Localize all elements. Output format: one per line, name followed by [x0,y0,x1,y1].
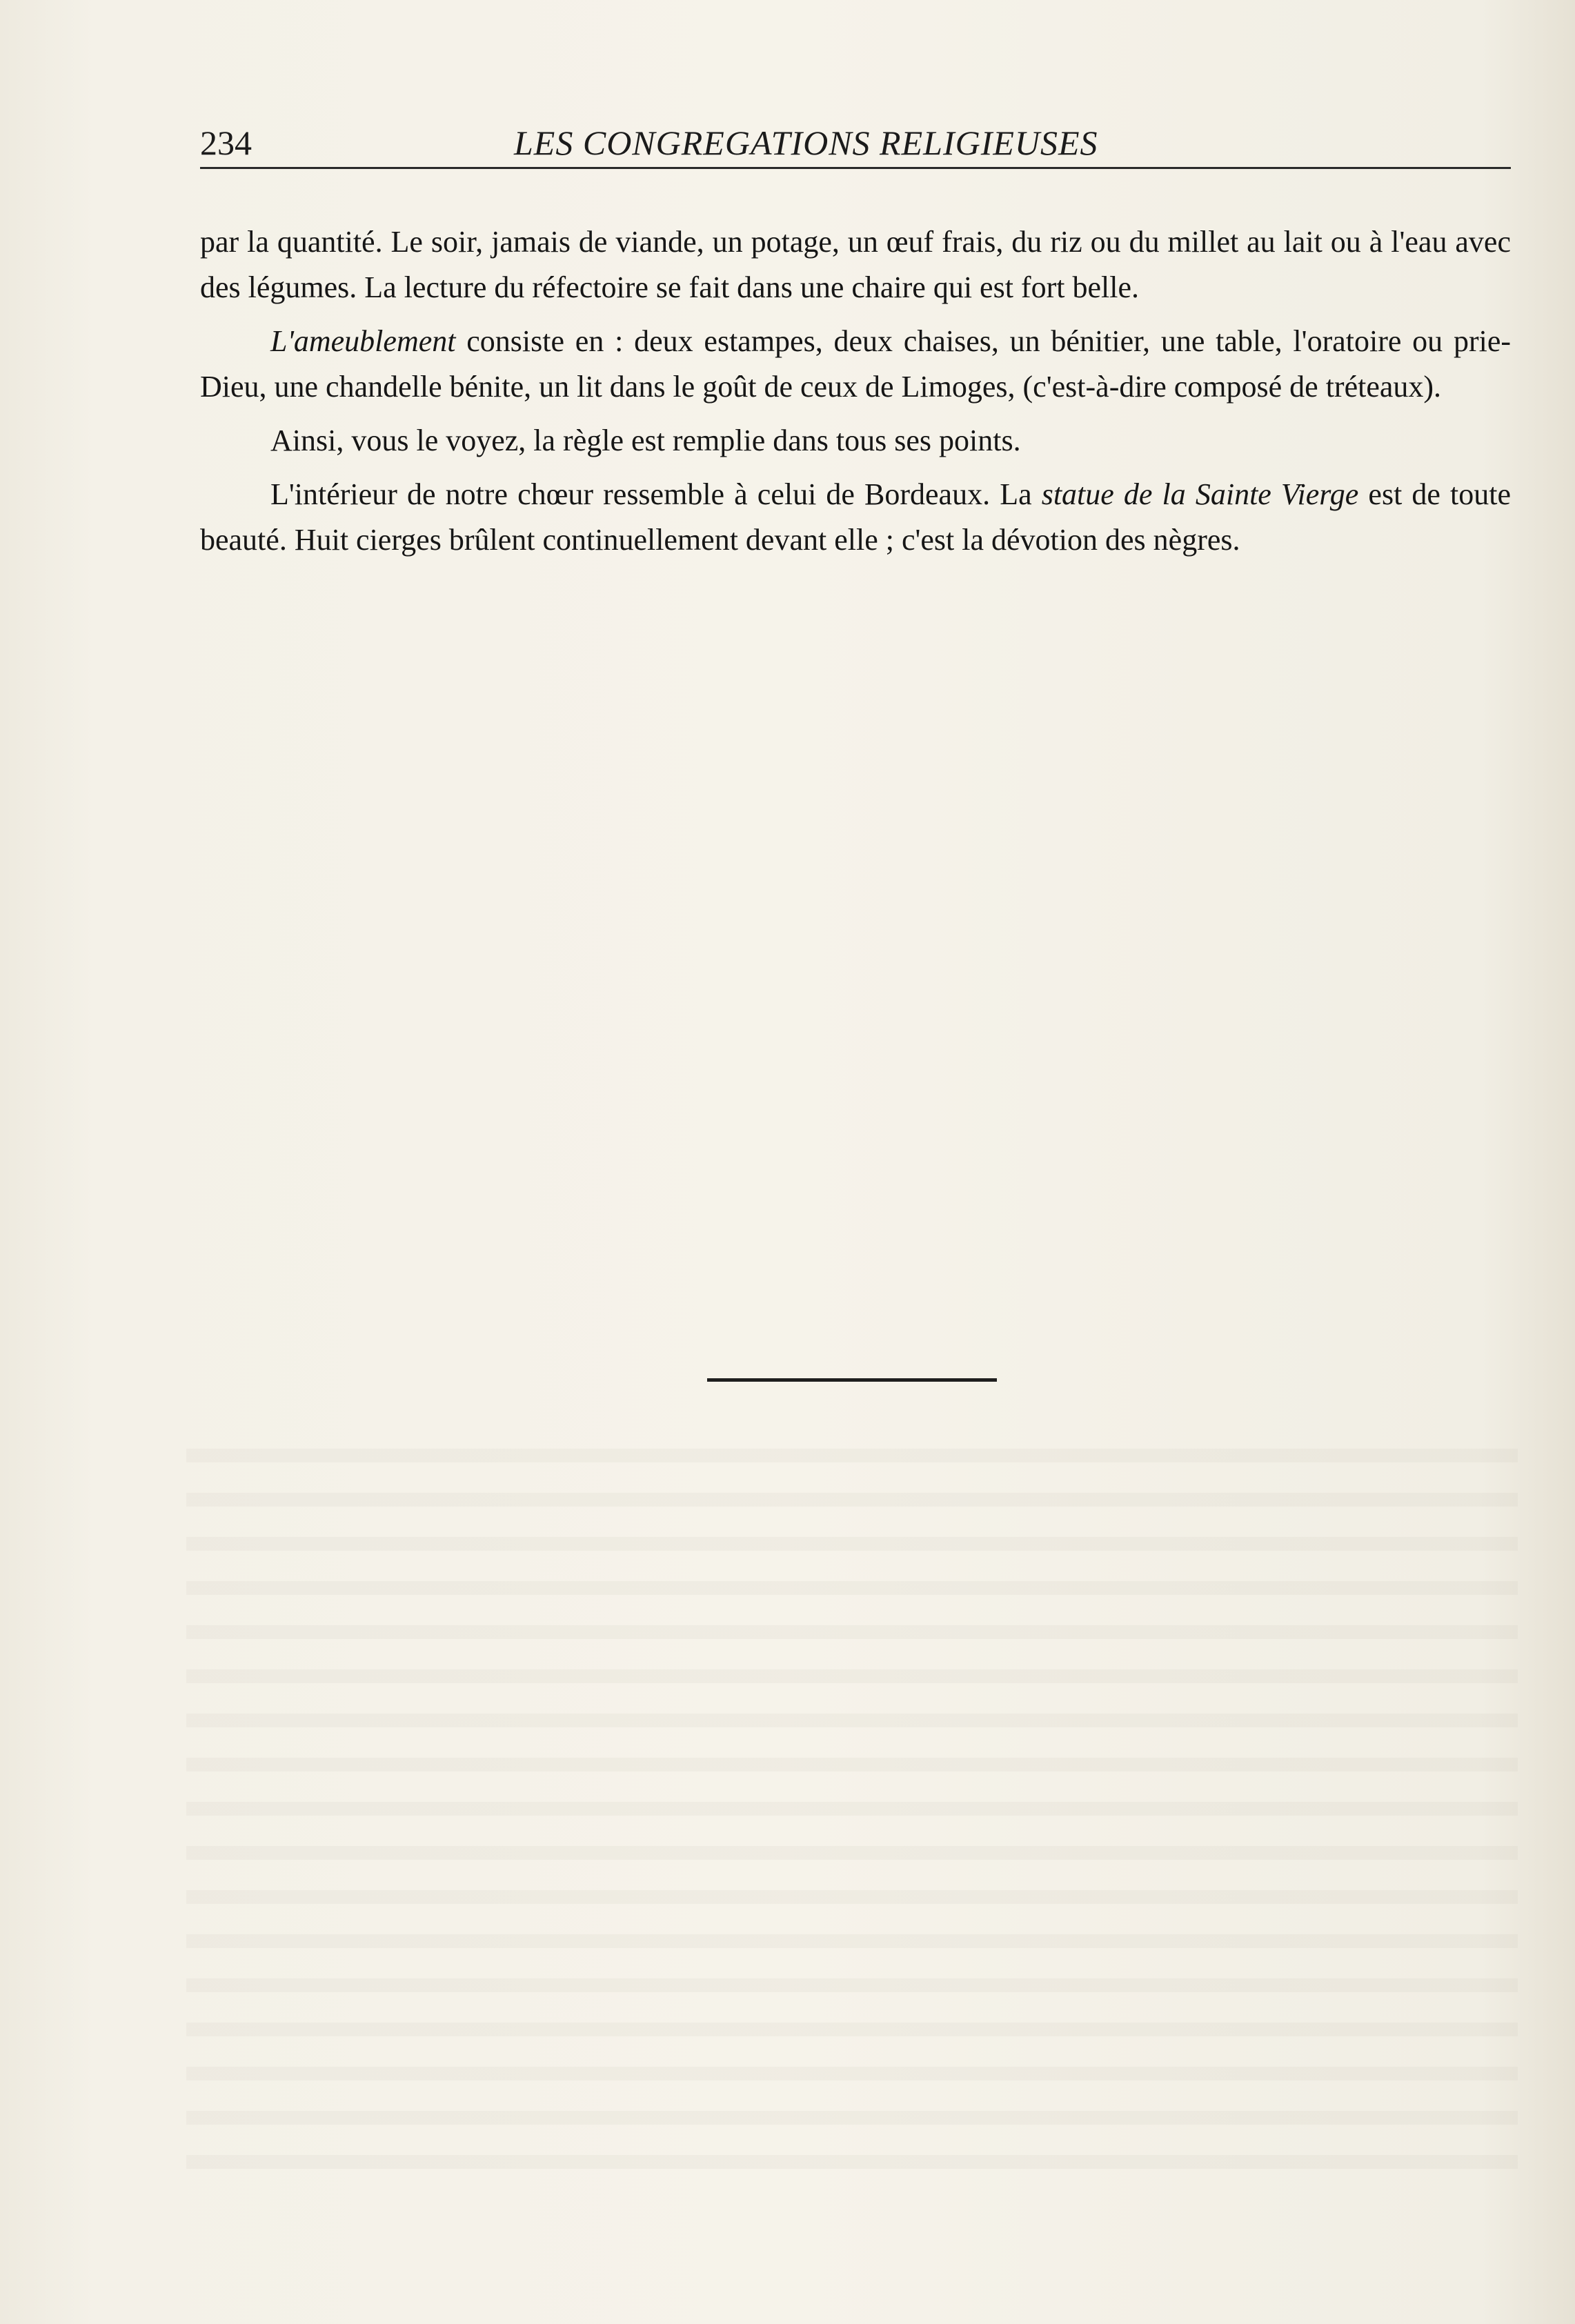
paragraph-4-emphasis: statue de la Sainte Vierge [1041,477,1359,511]
paragraph-4-text-b: est de toute beauté. Huit cierges brûlent continuellement devant elle ; c'est la dévotion des nègres. [200,477,1512,557]
page-header [200,119,1511,167]
paragraph-2-text: consiste en : deux estampes, deux chaises, un bénitier, une table, l'oratoire ou prie-Dieu, une chandelle bénite, un lit dans le goût de ceux de Limoges, (c'est-à-dire composé de tréteaux). [200,324,1511,404]
paragraph-3: Ainsi, vous le voyez, la règle est remplie dans tous ses points. [270,424,1021,457]
paragraph-2-emphasis: L'ameublement [270,324,456,358]
paragraph-4-text-a: L'intérieur de notre chœur ressemble à celui de Bordeaux. La [270,477,1042,511]
page-number: 234 [200,123,252,162]
running-title: LES CONGREGATIONS RELIGIEUSES [514,123,1098,162]
section-separator [707,1378,997,1382]
bleed-through-area [186,1421,1518,2180]
paragraph-4 [200,472,1511,563]
body-text [200,219,1511,571]
header-rule [200,167,1511,169]
paragraph-1: par la quantité. Le soir, jamais de viande, un potage, un œuf frais, du riz ou du millet au lait ou à l'eau avec des légumes. La lecture du réfectoire se fait dans une chaire qui est fort belle. [200,225,1511,304]
paragraph-2 [200,319,1511,410]
